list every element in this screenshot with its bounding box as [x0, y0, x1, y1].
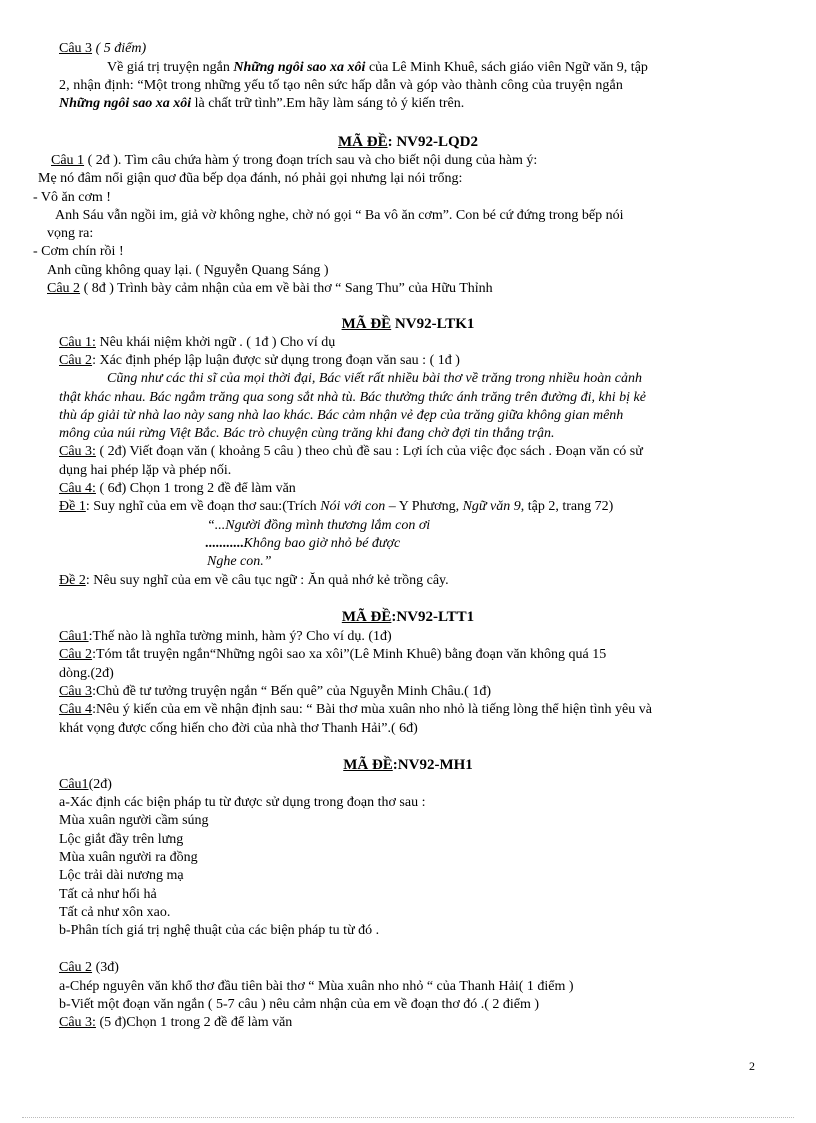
ltk1-quote4: mông của núi rừng Việt Bắc. Bác trò chuyện cùng trăng khi đang chờ đợi tin thắng trận.	[59, 426, 555, 441]
question-label: Câu 3:	[59, 1015, 96, 1030]
heading-label: MÃ ĐỀ	[338, 134, 388, 150]
page-break-line	[22, 1117, 794, 1118]
text: là chất trữ tình”.Em hãy làm sáng tỏ ý kiến trên.	[191, 96, 465, 111]
ltk1-verse1: “...Người đồng mình thương lắm con ơi	[207, 518, 431, 533]
text: , tập 2, trang 72)	[520, 499, 614, 514]
topic-label: Đề 1	[59, 499, 86, 514]
question-label: Câu 4:	[59, 481, 96, 496]
cau3-line2: 2, nhận định: “Một trong những yếu tố tạo nên sức hấp dẫn và góp vào thành công của truyện ngắn	[59, 78, 623, 93]
verse-text: Không bao giờ nhỏ bé được	[243, 536, 401, 551]
lqd2-p1: Mẹ nó đâm nổi giận quơ đũa bếp dọa đánh, nó phải gọi nhưng lại nói trổng:	[38, 171, 463, 186]
heading-code: : NV92-LQD2	[387, 134, 478, 150]
heading-mh1	[0, 756, 816, 774]
lqd2-p4: vọng ra:	[47, 226, 94, 241]
ltk1-quote2: thật khác nhau. Bác ngắm trăng qua song sắt nhà tù. Bác thưởng thức ánh trăng trên đường đi, khi bị kẻ	[59, 390, 646, 405]
heading-code: :NV92-MH1	[392, 757, 473, 773]
mh1-cau2-a: a-Chép nguyên văn khổ thơ đầu tiên bài thơ “ Mùa xuân nho nhỏ “ của Thanh Hải( 1 điểm )	[59, 979, 574, 994]
question-text: ( 6đ) Chọn 1 trong 2 đề để làm văn	[95, 481, 296, 496]
question-text: : Xác định phép lập luận được sử dụng trong đoạn văn sau : ( 1đ )	[92, 353, 460, 368]
question-text: :Thế nào là nghĩa tường minh, hàm ý? Cho ví dụ. (1đ)	[88, 629, 392, 644]
mh1-poem-line: Lộc trải dài nương mạ	[59, 868, 184, 883]
topic-label: Đề 2	[59, 573, 86, 588]
ltk1-cau3-cont: dụng hai phép lặp và phép nối.	[59, 463, 232, 478]
mh1-cau2-b: b-Viết một đoạn văn ngắn ( 5-7 câu ) nêu cảm nhận của em về đoạn thơ đó .( 2 điểm )	[59, 997, 540, 1012]
heading-lqd2	[0, 133, 816, 151]
heading-code: :NV92-LTT1	[391, 609, 475, 625]
mh1-cau1	[59, 776, 112, 794]
ltt1-cau2	[59, 646, 606, 664]
page-number: 2	[749, 1059, 755, 1073]
mh1-poem-line: Tất cả như xôn xao.	[59, 905, 171, 920]
question-text: :Tóm tắt truyện ngắn“Những ngôi sao xa xôi”(Lê Minh Khuê) bằng đoạn văn không quá 15	[92, 647, 607, 662]
cau3-line3	[59, 95, 464, 113]
question-label: Câu 2	[59, 960, 93, 975]
question-label: Câu 2	[47, 281, 81, 296]
lqd2-cau1	[51, 152, 537, 170]
mh1-part-b: b-Phân tích giá trị nghệ thuật của các biện pháp tu từ đó .	[59, 923, 380, 938]
ltt1-cau4	[59, 701, 652, 719]
lqd2-p6: Anh cũng không quay lại. ( Nguyễn Quang Sáng )	[47, 263, 329, 278]
question-text: ( 8đ ) Trình bày cảm nhận của em về bài thơ “ Sang Thu” của Hữu Thỉnh	[80, 281, 493, 296]
cau3-header	[59, 40, 146, 58]
text: : Nêu suy nghĩ của em về câu tục ngữ : Ăn quả nhớ kẻ trồng cây.	[85, 573, 449, 588]
question-text: :Nêu ý kiến của em về nhận định sau: “ Bài thơ mùa xuân nho nhỏ là tiếng lòng thể hiện tình yêu và	[92, 702, 652, 717]
ltt1-cau3	[59, 683, 491, 701]
mh1-poem-line: Mùa xuân người ra đồng	[59, 850, 198, 865]
text: Về giá trị truyện ngắn	[107, 60, 234, 75]
heading-code: NV92-LTK1	[391, 316, 475, 332]
ltk1-cau4	[59, 480, 296, 498]
work-title: Những ngôi sao xa xôi	[59, 96, 192, 111]
cau3-points: ( 5 điểm)	[92, 41, 147, 56]
ltk1-de1	[59, 498, 613, 516]
lqd2-cau2	[47, 280, 493, 298]
ltk1-cau2	[59, 352, 460, 370]
ltt1-cau2-cont: dòng.(2đ)	[59, 666, 114, 681]
question-label: Câu 2	[59, 353, 93, 368]
question-text: :Chủ đề tư tưởng truyện ngắn “ Bến quê” của Nguyễn Minh Châu.( 1đ)	[92, 684, 492, 699]
question-text: ( 2đ) Viết đoạn văn ( khoảng 5 câu ) theo chủ đề sau : Lợi ích của việc đọc sách . Đoạn văn có sử	[95, 444, 643, 459]
text: : Suy nghĩ của em về đoạn thơ sau:(Trích	[85, 499, 321, 514]
heading-label: MÃ ĐỀ	[343, 757, 393, 773]
work-title: Nói với con	[320, 499, 386, 514]
question-label: Câu 2	[59, 647, 93, 662]
question-label: Câu 1:	[59, 335, 96, 350]
ltk1-de2	[59, 572, 449, 590]
ltk1-cau1	[59, 334, 335, 352]
question-label: Câu 4	[59, 702, 93, 717]
mh1-cau3	[59, 1014, 292, 1032]
ltk1-cau3	[59, 443, 643, 461]
heading-label: MÃ ĐỀ	[341, 316, 392, 332]
question-text: (5 đ)Chọn 1 trong 2 đề để làm văn	[95, 1015, 293, 1030]
mh1-cau2	[59, 959, 119, 977]
mh1-poem-line: Tất cả như hối hả	[59, 887, 157, 902]
mh1-part-a: a-Xác định các biện pháp tu từ được sử dụng trong đoạn thơ sau :	[59, 795, 426, 810]
ellipsis: ...........	[205, 536, 244, 551]
text: – Y Phương,	[385, 499, 463, 514]
book-title: Ngữ văn 9	[462, 499, 521, 514]
question-text: ( 2đ ). Tìm câu chứa hàm ý trong đoạn trích sau và cho biết nội dung của hàm ý:	[84, 153, 538, 168]
question-text: Nêu khái niệm khởi ngữ . ( 1đ ) Cho ví dụ	[95, 335, 336, 350]
ltk1-quote1: Cũng như các thi sĩ của mọi thời đại, Bác viết rất nhiều bài thơ về trăng trong nhiều hoàn cảnh	[107, 371, 642, 386]
lqd2-p2: - Vô ăn cơm !	[33, 190, 111, 205]
ltk1-verse2	[205, 535, 400, 553]
text: của Lê Minh Khuê, sách giáo viên Ngữ văn 9, tập	[365, 60, 648, 75]
ltk1-quote3: thù áp giải từ nhà lao này sang nhà lao khác. Bác cảm nhận vẻ đẹp của trăng giữa không gian mênh	[59, 408, 624, 423]
question-text: (3đ)	[92, 960, 119, 975]
question-label: Câu1	[59, 777, 89, 792]
work-title: Những ngôi sao xa xôi	[233, 60, 366, 75]
question-label: Câu1	[59, 629, 89, 644]
mh1-poem-line: Mùa xuân người cầm súng	[59, 813, 209, 828]
ltk1-verse3: Nghe con.”	[207, 554, 272, 569]
question-label: Câu 1	[51, 153, 85, 168]
ltt1-cau1	[59, 628, 392, 646]
question-label: Câu 3	[59, 684, 93, 699]
question-label: Câu 3:	[59, 444, 96, 459]
lqd2-p3: Anh Sáu vẫn ngồi im, giả vờ không nghe, chờ nó gọi “ Ba vô ăn cơm”. Con bé cứ đứng trong bếp nói	[55, 208, 624, 223]
heading-ltt1	[0, 608, 816, 626]
lqd2-p5: - Cơm chín rồi !	[33, 244, 124, 259]
heading-ltk1	[0, 315, 816, 333]
cau3-line1	[107, 59, 648, 77]
mh1-poem-line: Lộc giắt đầy trên lưng	[59, 832, 184, 847]
heading-label: MÃ ĐỀ	[341, 609, 392, 625]
ltt1-cau4-cont: khát vọng được cống hiến cho đời của nhà thơ Thanh Hải”.( 6đ)	[59, 721, 418, 736]
cau3-label: Câu 3	[59, 41, 93, 56]
question-text: (2đ)	[88, 777, 112, 792]
